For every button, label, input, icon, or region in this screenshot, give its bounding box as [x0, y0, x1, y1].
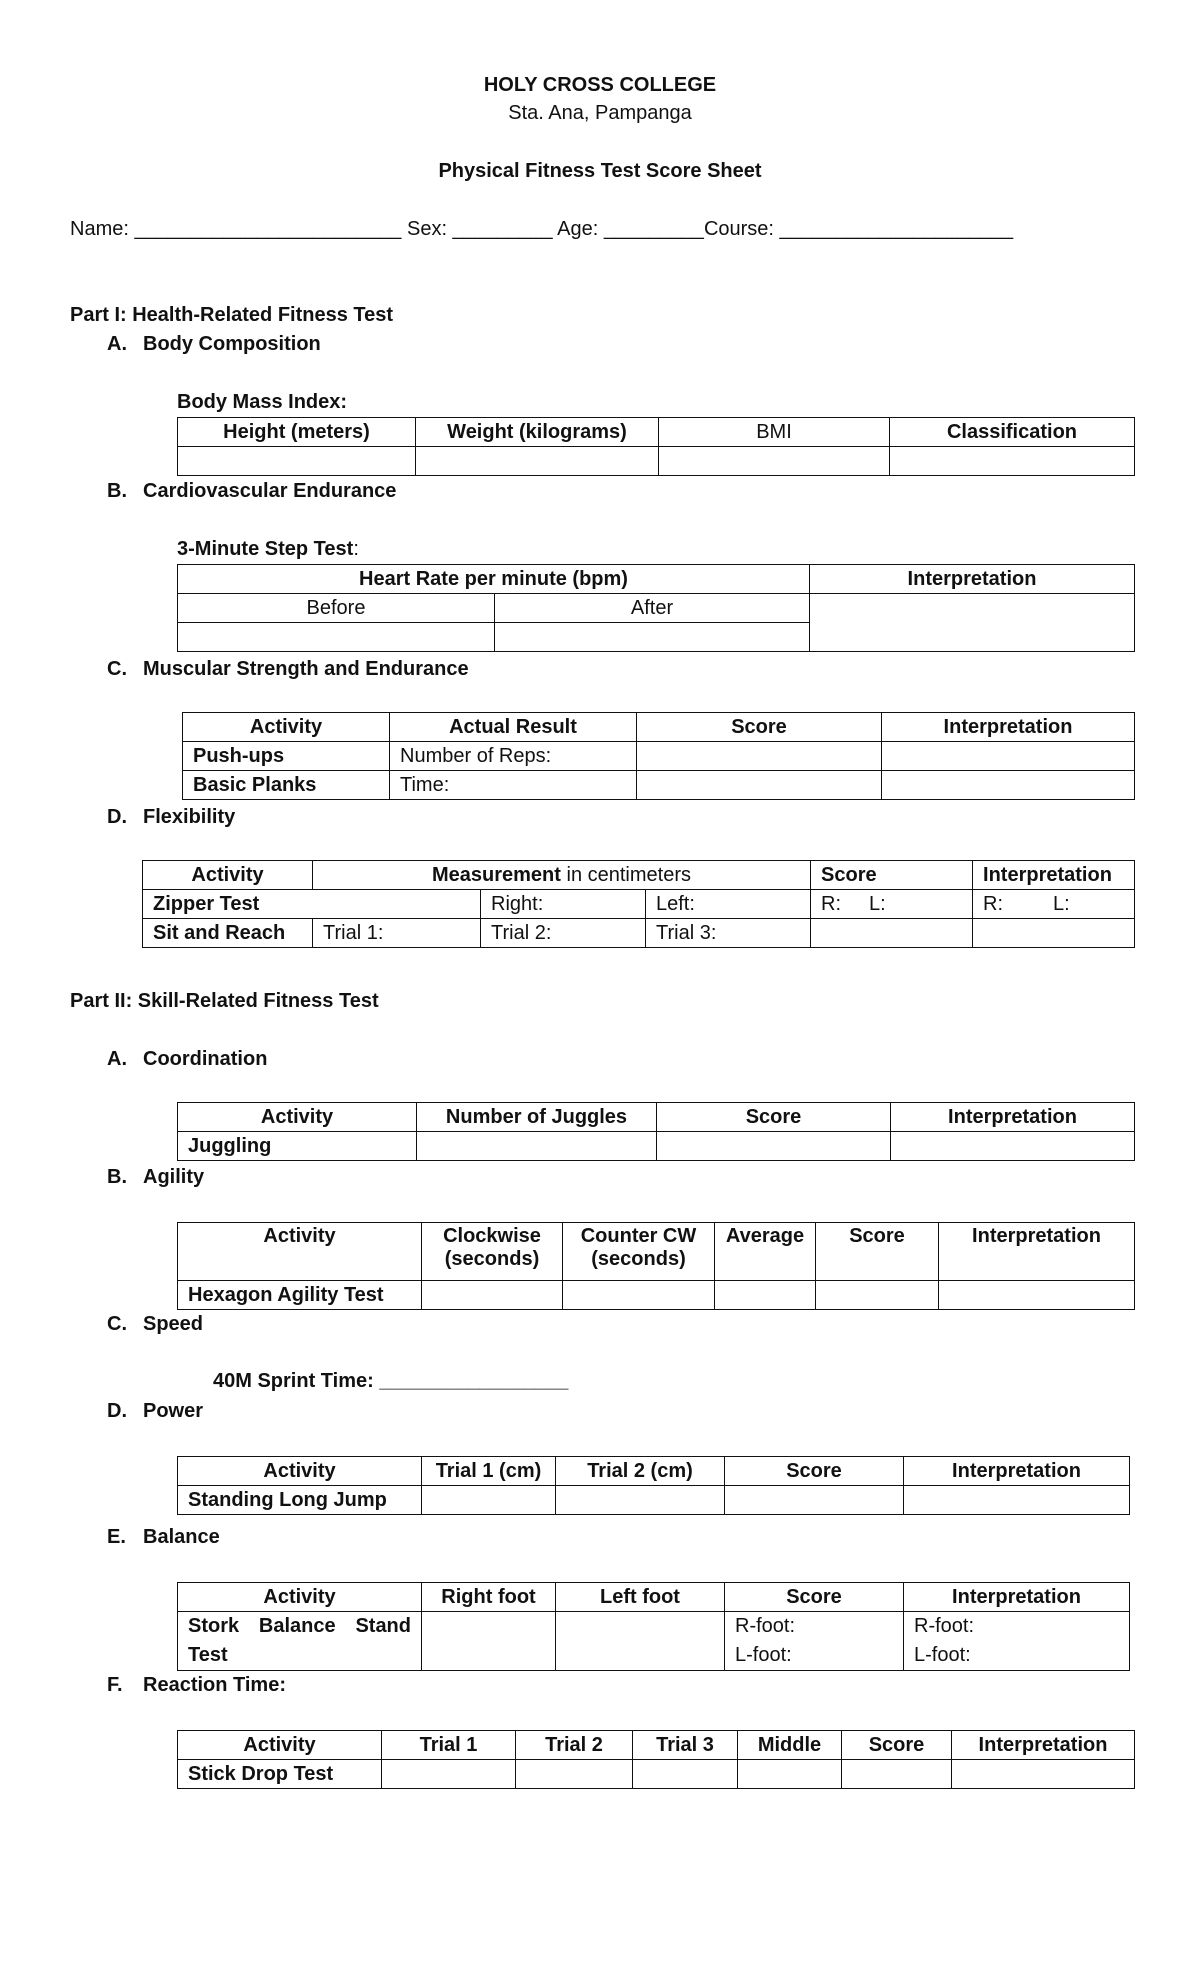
bmi-header: BMI — [659, 418, 890, 447]
part1-a-heading: A. Body Composition — [107, 333, 321, 355]
step-test-table — [177, 564, 1135, 652]
zipper-left[interactable]: Left: — [646, 890, 811, 919]
bmi-header: Weight (kilograms) — [416, 418, 659, 447]
classification-cell[interactable] — [890, 447, 1135, 476]
zipper-interpretation[interactable]: R: L: — [973, 890, 1135, 919]
average-cell[interactable] — [715, 1281, 816, 1310]
bmi-table — [177, 417, 1135, 476]
coord-score-cell[interactable] — [657, 1132, 891, 1161]
planks-label: Basic Planks — [183, 771, 390, 800]
stork-score[interactable]: R-foot: L-foot: — [725, 1612, 904, 1671]
agility-score-cell[interactable] — [816, 1281, 939, 1310]
bmi-subtitle: Body Mass Index: — [177, 391, 348, 413]
part2-d-heading: D. Power — [107, 1400, 204, 1422]
clockwise-cell[interactable] — [422, 1281, 563, 1310]
stork-stand-label: Stork Balance Stand Test — [178, 1612, 422, 1671]
stick-drop-score[interactable] — [842, 1760, 952, 1789]
bmi-cell[interactable] — [659, 447, 890, 476]
zipper-right[interactable]: Right: — [481, 890, 646, 919]
juggles-cell[interactable] — [417, 1132, 657, 1161]
agility-interpretation-header: Interpretation — [939, 1223, 1135, 1281]
stick-drop-trial2[interactable] — [516, 1760, 633, 1789]
zipper-score[interactable]: R: L: — [811, 890, 973, 919]
sit-reach-trial2[interactable]: Trial 2: — [481, 919, 646, 948]
sprint-time-field[interactable]: 40M Sprint Time: _________________ — [213, 1370, 569, 1392]
coord-header: Score — [657, 1103, 891, 1132]
power-table — [177, 1456, 1130, 1515]
sit-reach-score[interactable] — [811, 919, 973, 948]
flex-measurement-header: Measurement in centimeters — [313, 861, 811, 890]
sheet-title: Physical Fitness Test Score Sheet — [438, 160, 762, 182]
pushups-result[interactable]: Number of Reps: — [390, 742, 637, 771]
long-jump-score[interactable] — [725, 1486, 904, 1515]
long-jump-trial1[interactable] — [422, 1486, 556, 1515]
interpretation-cell[interactable] — [810, 594, 1135, 652]
reaction-header: Middle — [738, 1731, 842, 1760]
agility-interpretation-cell[interactable] — [939, 1281, 1135, 1310]
step-test-subtitle: 3-Minute Step Test: — [177, 538, 359, 560]
power-header: Interpretation — [904, 1457, 1130, 1486]
college-location: Sta. Ana, Pampanga — [508, 102, 692, 124]
power-header: Trial 2 (cm) — [556, 1457, 725, 1486]
flex-score-header: Score — [811, 861, 973, 890]
pushups-score[interactable] — [637, 742, 882, 771]
part2-b-heading: B. Agility — [107, 1166, 205, 1188]
reaction-header: Trial 1 — [382, 1731, 516, 1760]
reaction-header: Score — [842, 1731, 952, 1760]
reaction-header: Trial 3 — [633, 1731, 738, 1760]
part2-a-heading: A. Coordination — [107, 1048, 268, 1070]
planks-score[interactable] — [637, 771, 882, 800]
coord-interpretation-cell[interactable] — [891, 1132, 1135, 1161]
after-label: After — [495, 594, 810, 623]
sit-reach-trial1[interactable]: Trial 1: — [313, 919, 481, 948]
heart-rate-header: Heart Rate per minute (bpm) — [178, 565, 810, 594]
height-cell[interactable] — [178, 447, 416, 476]
stork-right-foot[interactable] — [422, 1612, 556, 1671]
part2-title: Part II: Skill-Related Fitness Test — [70, 990, 379, 1012]
reaction-table — [177, 1730, 1135, 1789]
pushups-interpretation[interactable] — [882, 742, 1135, 771]
clockwise-header: Clockwise (seconds) — [422, 1223, 563, 1281]
reaction-header: Interpretation — [952, 1731, 1135, 1760]
stick-drop-label: Stick Drop Test — [178, 1760, 382, 1789]
zipper-test-label: Zipper Test — [143, 890, 481, 919]
balance-header: Left foot — [556, 1583, 725, 1612]
before-cell[interactable] — [178, 623, 495, 652]
planks-interpretation[interactable] — [882, 771, 1135, 800]
coord-header: Interpretation — [891, 1103, 1135, 1132]
part2-f-heading: F. Reaction Time: — [107, 1674, 286, 1696]
reaction-header: Activity — [178, 1731, 382, 1760]
stick-drop-trial3[interactable] — [633, 1760, 738, 1789]
flex-activity-header: Activity — [143, 861, 313, 890]
balance-table — [177, 1582, 1130, 1671]
balance-header: Score — [725, 1583, 904, 1612]
balance-header: Activity — [178, 1583, 422, 1612]
agility-table — [177, 1222, 1135, 1310]
power-header: Trial 1 (cm) — [422, 1457, 556, 1486]
course-field[interactable]: Course: _____________________ — [703, 218, 1014, 240]
bmi-header: Height (meters) — [178, 418, 416, 447]
sex-field[interactable]: Sex: _________ — [406, 218, 553, 240]
coord-header: Activity — [178, 1103, 417, 1132]
muscular-header: Score — [637, 713, 882, 742]
sit-reach-interpretation[interactable] — [973, 919, 1135, 948]
counter-cw-cell[interactable] — [563, 1281, 715, 1310]
hexagon-test-label: Hexagon Agility Test — [178, 1281, 422, 1310]
stick-drop-trial1[interactable] — [382, 1760, 516, 1789]
muscular-header: Interpretation — [882, 713, 1135, 742]
counter-cw-header: Counter CW (seconds) — [563, 1223, 715, 1281]
part1-d-heading: D. Flexibility — [107, 806, 236, 828]
long-jump-interpretation[interactable] — [904, 1486, 1130, 1515]
sit-reach-label: Sit and Reach — [143, 919, 313, 948]
part1-title: Part I: Health-Related Fitness Test — [70, 304, 394, 326]
muscular-header: Activity — [183, 713, 390, 742]
interpretation-header: Interpretation — [810, 565, 1135, 594]
power-header: Score — [725, 1457, 904, 1486]
average-header: Average — [715, 1223, 816, 1281]
reaction-header: Trial 2 — [516, 1731, 633, 1760]
bmi-header: Classification — [890, 418, 1135, 447]
juggling-label: Juggling — [178, 1132, 417, 1161]
stork-interpretation[interactable]: R-foot: L-foot: — [904, 1612, 1130, 1671]
long-jump-label: Standing Long Jump — [178, 1486, 422, 1515]
balance-header: Interpretation — [904, 1583, 1130, 1612]
balance-header: Right foot — [422, 1583, 556, 1612]
agility-activity-header: Activity — [178, 1223, 422, 1281]
coordination-table — [177, 1102, 1135, 1161]
muscular-header: Actual Result — [390, 713, 637, 742]
info-line — [70, 218, 1013, 241]
stick-drop-middle[interactable] — [738, 1760, 842, 1789]
pushups-label: Push-ups — [183, 742, 390, 771]
power-header: Activity — [178, 1457, 422, 1486]
agility-score-header: Score — [816, 1223, 939, 1281]
long-jump-trial2[interactable] — [556, 1486, 725, 1515]
coord-header: Number of Juggles — [417, 1103, 657, 1132]
name-field[interactable]: Name: ________________________ — [70, 218, 402, 240]
before-label: Before — [178, 594, 495, 623]
flexibility-table — [142, 860, 1135, 948]
stick-drop-interpretation[interactable] — [952, 1760, 1135, 1789]
age-field[interactable]: Age: _________ — [557, 218, 704, 240]
part2-e-heading: E. Balance — [107, 1526, 220, 1548]
college-name: HOLY CROSS COLLEGE — [483, 74, 717, 96]
part1-c-heading: C. Muscular Strength and Endurance — [107, 658, 469, 680]
sit-reach-trial3[interactable]: Trial 3: — [646, 919, 811, 948]
planks-result[interactable]: Time: — [390, 771, 637, 800]
after-cell[interactable] — [495, 623, 810, 652]
muscular-table — [182, 712, 1135, 800]
part2-c-heading: C. Speed — [107, 1313, 204, 1335]
part1-b-heading: B. Cardiovascular Endurance — [107, 480, 397, 502]
stork-left-foot[interactable] — [556, 1612, 725, 1671]
weight-cell[interactable] — [416, 447, 659, 476]
flex-interpretation-header: Interpretation — [973, 861, 1135, 890]
